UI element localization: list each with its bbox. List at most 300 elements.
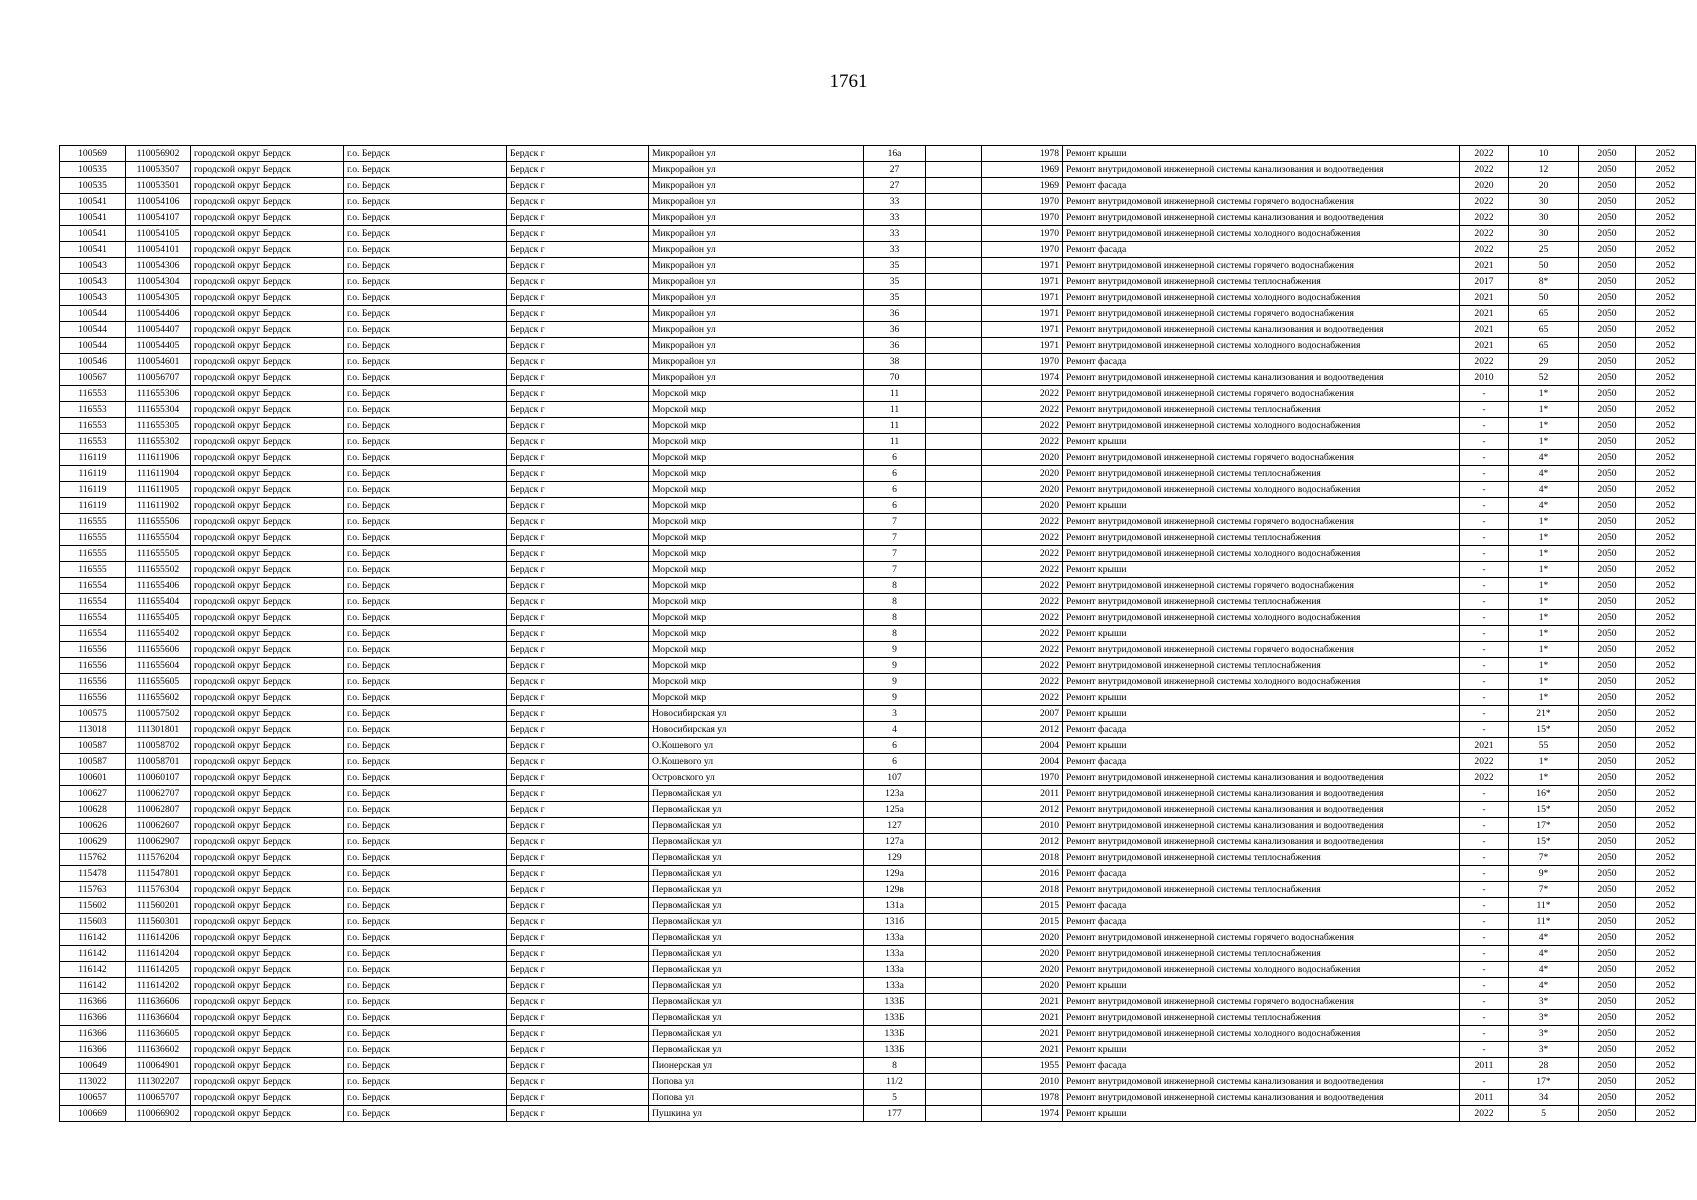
cell-year-built: 2022 bbox=[982, 386, 1063, 402]
cell-year-built: 2020 bbox=[982, 450, 1063, 466]
cell-house-number: 7 bbox=[864, 514, 926, 530]
cell-element-id: 111636604 bbox=[126, 1010, 191, 1026]
cell-house-number: 33 bbox=[864, 226, 926, 242]
cell-plan-start-year: 2050 bbox=[1579, 242, 1636, 258]
cell-house-id: 116142 bbox=[60, 946, 126, 962]
cell-element-id: 111655604 bbox=[126, 658, 191, 674]
cell-municipality: г.о. Бердск bbox=[344, 914, 507, 930]
cell-house-number: 33 bbox=[864, 210, 926, 226]
cell-term: 3* bbox=[1509, 1042, 1579, 1058]
cell-term: 65 bbox=[1509, 306, 1579, 322]
cell-plan-end-year: 2052 bbox=[1636, 1058, 1696, 1074]
cell-settlement: Бердск г bbox=[507, 498, 649, 514]
table-row bbox=[60, 322, 1696, 338]
cell-street: Морской мкр bbox=[649, 498, 864, 514]
cell-term: 1* bbox=[1509, 514, 1579, 530]
cell-element-id: 111611902 bbox=[126, 498, 191, 514]
cell-element-id: 110062707 bbox=[126, 786, 191, 802]
cell-last-repair-year: - bbox=[1460, 834, 1509, 850]
cell-municipality: г.о. Бердск bbox=[344, 514, 507, 530]
cell-settlement: Бердск г bbox=[507, 1058, 649, 1074]
cell-term: 34 bbox=[1509, 1090, 1579, 1106]
cell-house-number: 133Б bbox=[864, 1010, 926, 1026]
cell-settlement: Бердск г bbox=[507, 850, 649, 866]
cell-plan-start-year: 2050 bbox=[1579, 546, 1636, 562]
cell-settlement: Бердск г bbox=[507, 306, 649, 322]
cell-street: Микрорайон ул bbox=[649, 338, 864, 354]
cell-settlement: Бердск г bbox=[507, 594, 649, 610]
table-row bbox=[60, 834, 1696, 850]
cell-element-id: 111636602 bbox=[126, 1042, 191, 1058]
cell-settlement: Бердск г bbox=[507, 834, 649, 850]
cell-year-built: 1955 bbox=[982, 1058, 1063, 1074]
cell-year-built: 2018 bbox=[982, 882, 1063, 898]
cell-street: Первомайская ул bbox=[649, 1026, 864, 1042]
cell-element-id: 110065707 bbox=[126, 1090, 191, 1106]
cell-work-type: Ремонт фасада bbox=[1063, 722, 1460, 738]
cell-municipal-district: городской округ Бердск bbox=[191, 226, 344, 242]
cell-street: Первомайская ул bbox=[649, 994, 864, 1010]
cell-municipality: г.о. Бердск bbox=[344, 610, 507, 626]
cell-street: О.Кошевого ул bbox=[649, 754, 864, 770]
cell-plan-end-year: 2052 bbox=[1636, 226, 1696, 242]
cell-building-number bbox=[926, 514, 982, 530]
table-row bbox=[60, 738, 1696, 754]
cell-plan-end-year: 2052 bbox=[1636, 354, 1696, 370]
cell-last-repair-year: - bbox=[1460, 626, 1509, 642]
cell-year-built: 2022 bbox=[982, 514, 1063, 530]
cell-term: 1* bbox=[1509, 434, 1579, 450]
cell-year-built: 1970 bbox=[982, 226, 1063, 242]
cell-municipality: г.о. Бердск bbox=[344, 850, 507, 866]
cell-building-number bbox=[926, 690, 982, 706]
cell-municipality: г.о. Бердск bbox=[344, 242, 507, 258]
table-row bbox=[60, 690, 1696, 706]
table-row bbox=[60, 482, 1696, 498]
table-row bbox=[60, 178, 1696, 194]
cell-plan-start-year: 2050 bbox=[1579, 1042, 1636, 1058]
cell-municipal-district: городской округ Бердск bbox=[191, 1042, 344, 1058]
cell-municipal-district: городской округ Бердск bbox=[191, 962, 344, 978]
cell-settlement: Бердск г bbox=[507, 946, 649, 962]
cell-street: О.Кошевого ул bbox=[649, 738, 864, 754]
cell-plan-start-year: 2050 bbox=[1579, 434, 1636, 450]
cell-municipal-district: городской округ Бердск bbox=[191, 850, 344, 866]
cell-plan-start-year: 2050 bbox=[1579, 610, 1636, 626]
cell-settlement: Бердск г bbox=[507, 658, 649, 674]
cell-plan-start-year: 2050 bbox=[1579, 722, 1636, 738]
cell-term: 17* bbox=[1509, 1074, 1579, 1090]
cell-term: 15* bbox=[1509, 722, 1579, 738]
cell-last-repair-year: 2017 bbox=[1460, 274, 1509, 290]
cell-last-repair-year: - bbox=[1460, 578, 1509, 594]
cell-building-number bbox=[926, 594, 982, 610]
table-row bbox=[60, 370, 1696, 386]
cell-settlement: Бердск г bbox=[507, 914, 649, 930]
cell-building-number bbox=[926, 434, 982, 450]
cell-work-type: Ремонт внутридомовой инженерной системы горячего водоснабжения bbox=[1063, 386, 1460, 402]
cell-house-number: 133а bbox=[864, 978, 926, 994]
cell-street: Морской мкр bbox=[649, 594, 864, 610]
cell-element-id: 110053501 bbox=[126, 178, 191, 194]
cell-element-id: 111576304 bbox=[126, 882, 191, 898]
table-row bbox=[60, 866, 1696, 882]
cell-plan-end-year: 2052 bbox=[1636, 1074, 1696, 1090]
cell-building-number bbox=[926, 914, 982, 930]
cell-term: 16* bbox=[1509, 786, 1579, 802]
cell-municipality: г.о. Бердск bbox=[344, 226, 507, 242]
cell-house-number: 35 bbox=[864, 258, 926, 274]
cell-plan-end-year: 2052 bbox=[1636, 786, 1696, 802]
cell-municipal-district: городской округ Бердск bbox=[191, 546, 344, 562]
cell-element-id: 110053507 bbox=[126, 162, 191, 178]
cell-work-type: Ремонт внутридомовой инженерной системы холодного водоснабжения bbox=[1063, 962, 1460, 978]
cell-last-repair-year: - bbox=[1460, 610, 1509, 626]
cell-plan-start-year: 2050 bbox=[1579, 386, 1636, 402]
cell-plan-start-year: 2050 bbox=[1579, 418, 1636, 434]
cell-plan-start-year: 2050 bbox=[1579, 338, 1636, 354]
cell-street: Микрорайон ул bbox=[649, 306, 864, 322]
cell-municipal-district: городской округ Бердск bbox=[191, 882, 344, 898]
cell-plan-end-year: 2052 bbox=[1636, 370, 1696, 386]
cell-year-built: 2021 bbox=[982, 1042, 1063, 1058]
cell-element-id: 111636605 bbox=[126, 1026, 191, 1042]
cell-term: 1* bbox=[1509, 690, 1579, 706]
cell-last-repair-year: 2022 bbox=[1460, 194, 1509, 210]
cell-street: Морской мкр bbox=[649, 690, 864, 706]
cell-house-number: 9 bbox=[864, 658, 926, 674]
cell-house-number: 11/2 bbox=[864, 1074, 926, 1090]
cell-settlement: Бердск г bbox=[507, 738, 649, 754]
cell-building-number bbox=[926, 1010, 982, 1026]
cell-plan-end-year: 2052 bbox=[1636, 930, 1696, 946]
cell-house-id: 100649 bbox=[60, 1058, 126, 1074]
cell-year-built: 2010 bbox=[982, 818, 1063, 834]
cell-plan-end-year: 2052 bbox=[1636, 194, 1696, 210]
cell-municipality: г.о. Бердск bbox=[344, 498, 507, 514]
cell-plan-start-year: 2050 bbox=[1579, 946, 1636, 962]
cell-plan-start-year: 2050 bbox=[1579, 258, 1636, 274]
cell-last-repair-year: - bbox=[1460, 706, 1509, 722]
cell-last-repair-year: - bbox=[1460, 978, 1509, 994]
cell-municipality: г.о. Бердск bbox=[344, 722, 507, 738]
cell-house-id: 115762 bbox=[60, 850, 126, 866]
cell-municipality: г.о. Бердск bbox=[344, 450, 507, 466]
cell-work-type: Ремонт внутридомовой инженерной системы горячего водоснабжения bbox=[1063, 994, 1460, 1010]
cell-last-repair-year: - bbox=[1460, 818, 1509, 834]
cell-municipality: г.о. Бердск bbox=[344, 754, 507, 770]
cell-term: 30 bbox=[1509, 226, 1579, 242]
cell-street: Первомайская ул bbox=[649, 898, 864, 914]
cell-building-number bbox=[926, 162, 982, 178]
cell-street: Попова ул bbox=[649, 1090, 864, 1106]
cell-year-built: 2021 bbox=[982, 1026, 1063, 1042]
cell-house-number: 9 bbox=[864, 690, 926, 706]
cell-municipality: г.о. Бердск bbox=[344, 594, 507, 610]
cell-term: 1* bbox=[1509, 658, 1579, 674]
cell-house-number: 127 bbox=[864, 818, 926, 834]
cell-work-type: Ремонт внутридомовой инженерной системы теплоснабжения bbox=[1063, 850, 1460, 866]
cell-element-id: 110054304 bbox=[126, 274, 191, 290]
table-row bbox=[60, 546, 1696, 562]
cell-settlement: Бердск г bbox=[507, 1026, 649, 1042]
cell-plan-end-year: 2052 bbox=[1636, 514, 1696, 530]
cell-plan-start-year: 2050 bbox=[1579, 482, 1636, 498]
cell-plan-end-year: 2052 bbox=[1636, 466, 1696, 482]
cell-year-built: 2022 bbox=[982, 690, 1063, 706]
cell-municipal-district: городской округ Бердск bbox=[191, 1074, 344, 1090]
cell-element-id: 111614206 bbox=[126, 930, 191, 946]
cell-term: 15* bbox=[1509, 802, 1579, 818]
cell-municipality: г.о. Бердск bbox=[344, 642, 507, 658]
cell-settlement: Бердск г bbox=[507, 754, 649, 770]
cell-term: 10 bbox=[1509, 146, 1579, 162]
table-row bbox=[60, 786, 1696, 802]
cell-settlement: Бердск г bbox=[507, 386, 649, 402]
cell-municipal-district: городской округ Бердск bbox=[191, 642, 344, 658]
cell-house-number: 8 bbox=[864, 1058, 926, 1074]
cell-municipality: г.о. Бердск bbox=[344, 1010, 507, 1026]
cell-building-number bbox=[926, 450, 982, 466]
cell-term: 9* bbox=[1509, 866, 1579, 882]
cell-municipality: г.о. Бердск bbox=[344, 930, 507, 946]
cell-plan-start-year: 2050 bbox=[1579, 530, 1636, 546]
cell-last-repair-year: - bbox=[1460, 722, 1509, 738]
cell-work-type: Ремонт внутридомовой инженерной системы канализования и водоотведения bbox=[1063, 370, 1460, 386]
cell-house-id: 116366 bbox=[60, 1026, 126, 1042]
cell-municipal-district: городской округ Бердск bbox=[191, 930, 344, 946]
table-row bbox=[60, 882, 1696, 898]
cell-house-id: 116142 bbox=[60, 930, 126, 946]
cell-work-type: Ремонт внутридомовой инженерной системы теплоснабжения bbox=[1063, 658, 1460, 674]
cell-last-repair-year: 2021 bbox=[1460, 338, 1509, 354]
cell-house-id: 116119 bbox=[60, 498, 126, 514]
cell-house-id: 100544 bbox=[60, 338, 126, 354]
cell-element-id: 110054407 bbox=[126, 322, 191, 338]
cell-house-id: 116556 bbox=[60, 674, 126, 690]
cell-street: Морской мкр bbox=[649, 530, 864, 546]
cell-building-number bbox=[926, 738, 982, 754]
cell-last-repair-year: - bbox=[1460, 386, 1509, 402]
cell-settlement: Бердск г bbox=[507, 514, 649, 530]
cell-element-id: 111655404 bbox=[126, 594, 191, 610]
cell-element-id: 110054106 bbox=[126, 194, 191, 210]
cell-year-built: 1978 bbox=[982, 1090, 1063, 1106]
cell-building-number bbox=[926, 226, 982, 242]
cell-municipality: г.о. Бердск bbox=[344, 322, 507, 338]
cell-term: 4* bbox=[1509, 978, 1579, 994]
cell-municipal-district: городской округ Бердск bbox=[191, 658, 344, 674]
cell-house-id: 100627 bbox=[60, 786, 126, 802]
table-row bbox=[60, 722, 1696, 738]
cell-street: Микрорайон ул bbox=[649, 354, 864, 370]
cell-term: 21* bbox=[1509, 706, 1579, 722]
cell-work-type: Ремонт внутридомовой инженерной системы канализования и водоотведения bbox=[1063, 210, 1460, 226]
cell-plan-start-year: 2050 bbox=[1579, 450, 1636, 466]
cell-house-id: 113022 bbox=[60, 1074, 126, 1090]
cell-element-id: 111655405 bbox=[126, 610, 191, 626]
cell-municipality: г.о. Бердск bbox=[344, 770, 507, 786]
cell-house-number: 6 bbox=[864, 754, 926, 770]
table-row bbox=[60, 162, 1696, 178]
cell-municipality: г.о. Бердск bbox=[344, 898, 507, 914]
cell-last-repair-year: - bbox=[1460, 850, 1509, 866]
table-row bbox=[60, 642, 1696, 658]
cell-street: Морской мкр bbox=[649, 402, 864, 418]
cell-element-id: 110054105 bbox=[126, 226, 191, 242]
cell-municipal-district: городской округ Бердск bbox=[191, 402, 344, 418]
cell-year-built: 2021 bbox=[982, 994, 1063, 1010]
cell-building-number bbox=[926, 786, 982, 802]
cell-plan-end-year: 2052 bbox=[1636, 754, 1696, 770]
cell-work-type: Ремонт внутридомовой инженерной системы горячего водоснабжения bbox=[1063, 642, 1460, 658]
cell-municipal-district: городской округ Бердск bbox=[191, 802, 344, 818]
cell-street: Первомайская ул bbox=[649, 1042, 864, 1058]
cell-last-repair-year: 2021 bbox=[1460, 322, 1509, 338]
cell-last-repair-year: 2022 bbox=[1460, 1106, 1509, 1122]
cell-work-type: Ремонт внутридомовой инженерной системы канализования и водоотведения bbox=[1063, 818, 1460, 834]
cell-municipal-district: городской округ Бердск bbox=[191, 818, 344, 834]
cell-settlement: Бердск г bbox=[507, 962, 649, 978]
cell-street: Первомайская ул bbox=[649, 930, 864, 946]
cell-settlement: Бердск г bbox=[507, 626, 649, 642]
cell-work-type: Ремонт фасада bbox=[1063, 1058, 1460, 1074]
table-row bbox=[60, 1026, 1696, 1042]
cell-building-number bbox=[926, 658, 982, 674]
cell-street: Микрорайон ул bbox=[649, 162, 864, 178]
cell-street: Морской мкр bbox=[649, 626, 864, 642]
cell-last-repair-year: - bbox=[1460, 674, 1509, 690]
cell-street: Микрорайон ул bbox=[649, 242, 864, 258]
cell-settlement: Бердск г bbox=[507, 162, 649, 178]
cell-municipal-district: городской округ Бердск bbox=[191, 146, 344, 162]
cell-element-id: 111655602 bbox=[126, 690, 191, 706]
cell-plan-end-year: 2052 bbox=[1636, 898, 1696, 914]
cell-work-type: Ремонт фасада bbox=[1063, 354, 1460, 370]
table-row bbox=[60, 898, 1696, 914]
cell-term: 1* bbox=[1509, 642, 1579, 658]
cell-plan-end-year: 2052 bbox=[1636, 450, 1696, 466]
cell-plan-start-year: 2050 bbox=[1579, 306, 1636, 322]
cell-element-id: 111655606 bbox=[126, 642, 191, 658]
cell-element-id: 111614204 bbox=[126, 946, 191, 962]
table-row bbox=[60, 674, 1696, 690]
cell-municipal-district: городской округ Бердск bbox=[191, 834, 344, 850]
cell-term: 65 bbox=[1509, 322, 1579, 338]
cell-element-id: 110066902 bbox=[126, 1106, 191, 1122]
cell-last-repair-year: - bbox=[1460, 642, 1509, 658]
cell-municipality: г.о. Бердск bbox=[344, 1106, 507, 1122]
cell-house-id: 116554 bbox=[60, 610, 126, 626]
cell-settlement: Бердск г bbox=[507, 706, 649, 722]
cell-house-number: 3 bbox=[864, 706, 926, 722]
cell-municipality: г.о. Бердск bbox=[344, 370, 507, 386]
cell-municipal-district: городской округ Бердск bbox=[191, 210, 344, 226]
cell-year-built: 1971 bbox=[982, 290, 1063, 306]
cell-house-number: 11 bbox=[864, 434, 926, 450]
cell-street: Микрорайон ул bbox=[649, 210, 864, 226]
cell-settlement: Бердск г bbox=[507, 1010, 649, 1026]
cell-settlement: Бердск г bbox=[507, 194, 649, 210]
cell-element-id: 110056902 bbox=[126, 146, 191, 162]
cell-plan-start-year: 2050 bbox=[1579, 1090, 1636, 1106]
cell-work-type: Ремонт крыши bbox=[1063, 434, 1460, 450]
cell-last-repair-year: 2011 bbox=[1460, 1090, 1509, 1106]
cell-building-number bbox=[926, 1058, 982, 1074]
cell-plan-end-year: 2052 bbox=[1636, 1010, 1696, 1026]
cell-term: 5 bbox=[1509, 1106, 1579, 1122]
cell-last-repair-year: - bbox=[1460, 450, 1509, 466]
cell-term: 30 bbox=[1509, 210, 1579, 226]
cell-municipality: г.о. Бердск bbox=[344, 1026, 507, 1042]
cell-municipal-district: городской округ Бердск bbox=[191, 386, 344, 402]
cell-last-repair-year: - bbox=[1460, 514, 1509, 530]
table-row bbox=[60, 466, 1696, 482]
cell-building-number bbox=[926, 978, 982, 994]
cell-municipal-district: городской округ Бердск bbox=[191, 354, 344, 370]
cell-plan-end-year: 2052 bbox=[1636, 882, 1696, 898]
cell-settlement: Бердск г bbox=[507, 802, 649, 818]
cell-plan-end-year: 2052 bbox=[1636, 162, 1696, 178]
cell-last-repair-year: - bbox=[1460, 930, 1509, 946]
cell-house-number: 9 bbox=[864, 674, 926, 690]
cell-plan-start-year: 2050 bbox=[1579, 834, 1636, 850]
cell-house-number: 8 bbox=[864, 626, 926, 642]
cell-work-type: Ремонт внутридомовой инженерной системы горячего водоснабжения bbox=[1063, 514, 1460, 530]
cell-street: Микрорайон ул bbox=[649, 178, 864, 194]
cell-plan-end-year: 2052 bbox=[1636, 690, 1696, 706]
cell-work-type: Ремонт внутридомовой инженерной системы горячего водоснабжения bbox=[1063, 450, 1460, 466]
cell-municipal-district: городской округ Бердск bbox=[191, 738, 344, 754]
cell-work-type: Ремонт крыши bbox=[1063, 562, 1460, 578]
cell-term: 1* bbox=[1509, 674, 1579, 690]
cell-settlement: Бердск г bbox=[507, 402, 649, 418]
table-row bbox=[60, 658, 1696, 674]
cell-last-repair-year: 2021 bbox=[1460, 306, 1509, 322]
cell-house-id: 116554 bbox=[60, 626, 126, 642]
cell-municipality: г.о. Бердск bbox=[344, 946, 507, 962]
cell-building-number bbox=[926, 946, 982, 962]
cell-element-id: 110064901 bbox=[126, 1058, 191, 1074]
cell-settlement: Бердск г bbox=[507, 690, 649, 706]
cell-element-id: 111655302 bbox=[126, 434, 191, 450]
cell-last-repair-year: 2022 bbox=[1460, 162, 1509, 178]
cell-house-id: 116554 bbox=[60, 594, 126, 610]
cell-term: 11* bbox=[1509, 898, 1579, 914]
cell-house-number: 6 bbox=[864, 482, 926, 498]
cell-year-built: 1970 bbox=[982, 354, 1063, 370]
cell-house-id: 100626 bbox=[60, 818, 126, 834]
cell-settlement: Бердск г bbox=[507, 322, 649, 338]
cell-plan-end-year: 2052 bbox=[1636, 770, 1696, 786]
cell-house-id: 100543 bbox=[60, 258, 126, 274]
cell-house-number: 35 bbox=[864, 290, 926, 306]
cell-building-number bbox=[926, 674, 982, 690]
cell-house-number: 8 bbox=[864, 594, 926, 610]
cell-plan-end-year: 2052 bbox=[1636, 338, 1696, 354]
cell-term: 1* bbox=[1509, 610, 1579, 626]
cell-settlement: Бердск г bbox=[507, 722, 649, 738]
cell-year-built: 1974 bbox=[982, 370, 1063, 386]
cell-house-number: 5 bbox=[864, 1090, 926, 1106]
cell-year-built: 2004 bbox=[982, 738, 1063, 754]
table-row bbox=[60, 146, 1696, 162]
cell-municipal-district: городской округ Бердск bbox=[191, 674, 344, 690]
cell-house-id: 116555 bbox=[60, 562, 126, 578]
cell-municipal-district: городской округ Бердск bbox=[191, 722, 344, 738]
cell-house-number: 27 bbox=[864, 162, 926, 178]
cell-settlement: Бердск г bbox=[507, 466, 649, 482]
